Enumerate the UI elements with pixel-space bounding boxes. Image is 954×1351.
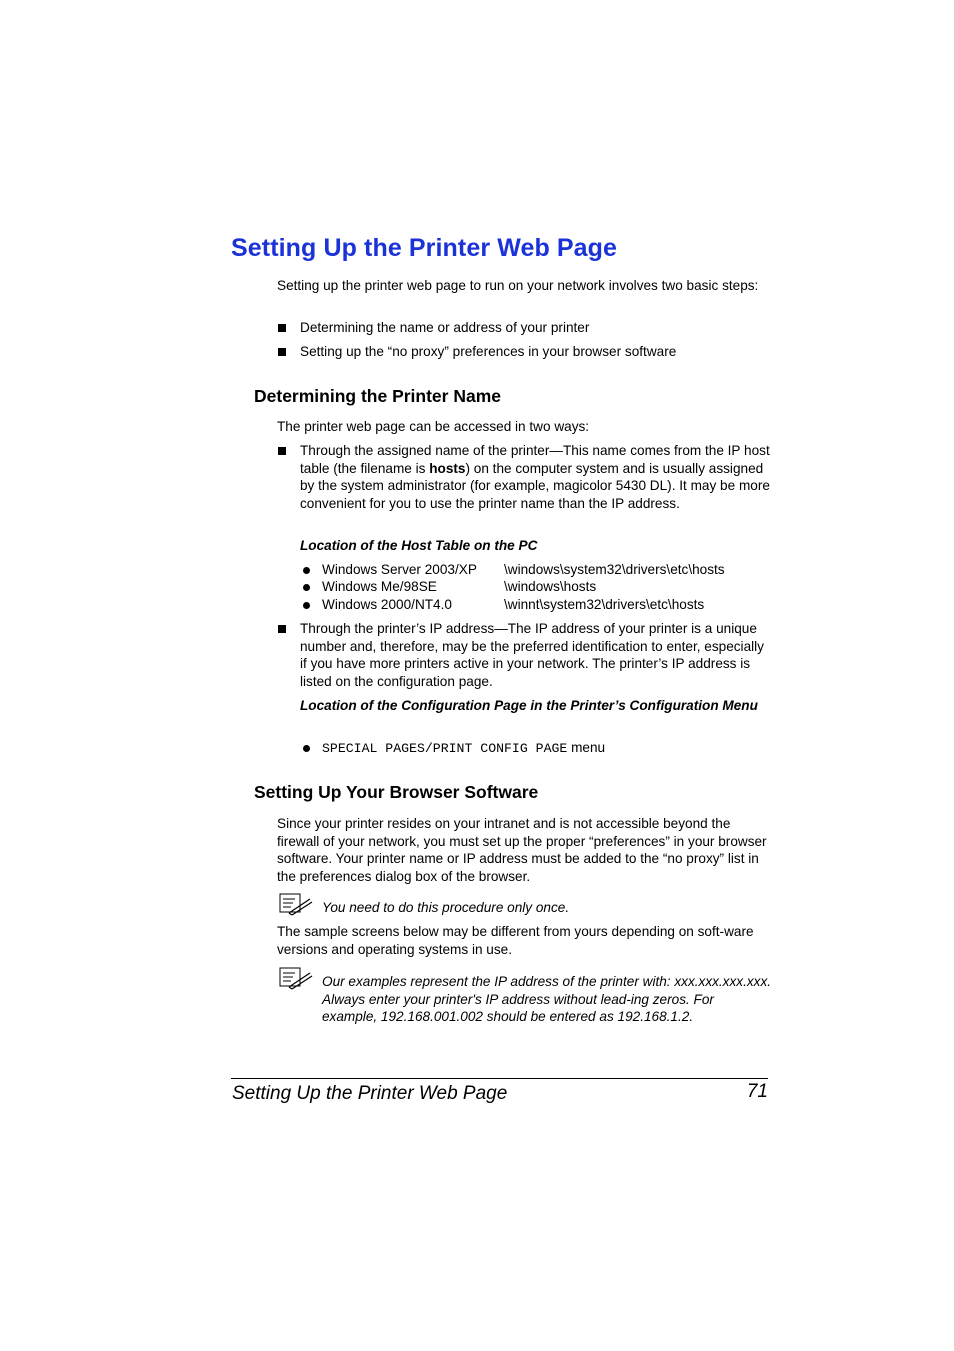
round-bullet-icon	[303, 602, 310, 609]
list-item	[277, 620, 772, 690]
sample-screens-paragraph: The sample screens below may be different from yours depending on soft-ware versions and operating systems in use.	[277, 924, 754, 957]
section-heading: Determining the Printer Name	[254, 386, 501, 406]
page-title: Setting Up the Printer Web Page	[231, 234, 618, 262]
list-item-text: Setting up the “no proxy” preferences in your browser software	[300, 344, 677, 359]
os-name: Windows Server 2003/XP	[322, 562, 477, 577]
square-bullet-icon	[278, 348, 286, 356]
list-item-text: Through the assigned name of the printer—This name comes from the IP host table (the filename is hosts) on the computer system and is usually assigned by the system administrator (for example, magicolor 5430 DL). It may be more convenient for you to use the printer name than the IP address.	[300, 443, 770, 511]
os-name: Windows Me/98SE	[322, 579, 437, 594]
round-bullet-icon	[303, 745, 310, 752]
square-bullet-icon	[278, 447, 286, 455]
section-lead: The printer web page can be accessed in two ways:	[277, 419, 590, 434]
note-pencil-icon	[279, 967, 313, 991]
menu-code: SPECIAL PAGES/PRINT CONFIG PAGE	[322, 741, 568, 756]
hosts-path: \windows\system32\drivers\etc\hosts	[504, 562, 725, 577]
config-heading: Location of the Configuration Page in the Printer’s Configuration Menu	[300, 698, 758, 713]
filename-bold: hosts	[429, 460, 466, 476]
section-heading: Setting Up Your Browser Software	[254, 782, 539, 802]
list-item	[277, 343, 772, 361]
footer-divider	[231, 1078, 768, 1079]
round-bullet-icon	[303, 567, 310, 574]
list-item	[277, 442, 772, 512]
hosts-path: \windows\hosts	[504, 579, 597, 594]
note-text: You need to do this procedure only once.	[322, 900, 570, 915]
config-menu-path: SPECIAL PAGES/PRINT CONFIG PAGE menu	[322, 740, 606, 756]
browser-paragraph: Since your printer resides on your intranet and is not accessible beyond the firewall of your network, you must set up the proper “preferences” in your browser software. Your printer name or IP address must be added to the “no proxy” list in the preferences dialog box of the browser.	[277, 816, 767, 884]
note-pencil-icon	[279, 893, 313, 917]
list-item-text: Through the printer’s IP address—The IP address of your printer is a unique number and, therefore, may be the preferred identification to enter, especially if you have more printers active in your network. The printer’s IP address is listed on the configuration page.	[300, 621, 764, 689]
square-bullet-icon	[278, 625, 286, 633]
host-table-heading: Location of the Host Table on the PC	[300, 538, 538, 553]
list-item-text: Determining the name or address of your printer	[300, 320, 590, 335]
list-item	[277, 319, 772, 337]
hosts-path: \winnt\system32\drivers\etc\hosts	[504, 597, 705, 612]
os-name: Windows 2000/NT4.0	[322, 597, 452, 612]
square-bullet-icon	[278, 324, 286, 332]
intro-paragraph: Setting up the printer web page to run on your network involves two basic steps:	[277, 278, 759, 293]
footer-title: Setting Up the Printer Web Page	[232, 1083, 508, 1104]
note-text: Our examples represent the IP address of the printer with: xxx.xxx.xxx.xxx. Always enter your printer's IP address without lead-ing zeros. For example, 192.168.001.002 should be entered as 192.168.1.2.	[322, 974, 772, 1025]
page-number: 71	[746, 1081, 768, 1102]
round-bullet-icon	[303, 584, 310, 591]
